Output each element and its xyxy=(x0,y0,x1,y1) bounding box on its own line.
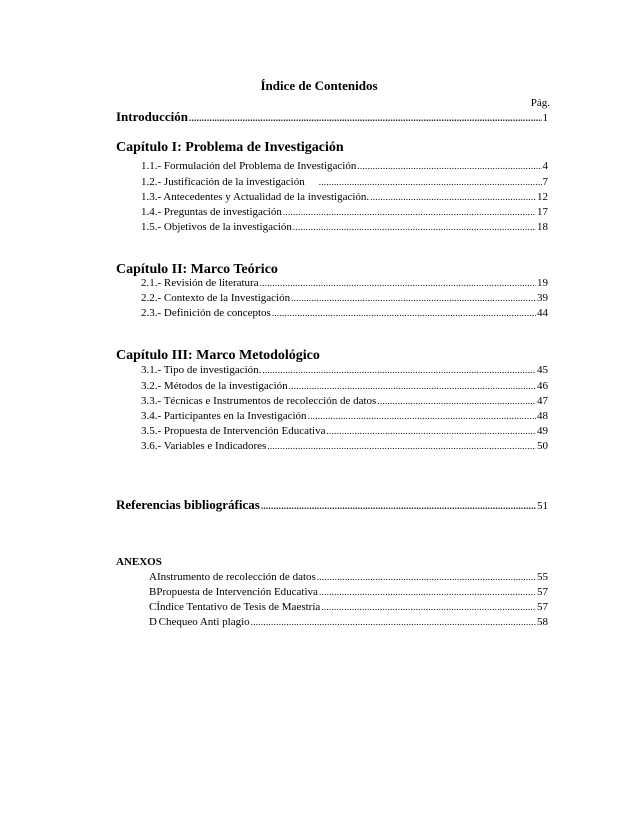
dot-leader xyxy=(289,381,536,391)
dot-leader xyxy=(261,501,536,511)
toc-entry-label: 3.2.- Métodos de la investigación xyxy=(141,380,288,392)
toc-entry-page: 18 xyxy=(537,221,548,233)
toc-entry-label: 1.5.- Objetivos de la investigación xyxy=(141,221,292,233)
dot-leader xyxy=(272,308,536,318)
toc-entry-label: 3.1.- Tipo de investigación. xyxy=(141,364,262,376)
toc-entry-1-5[interactable] xyxy=(141,221,548,233)
toc-entry-annex-d[interactable] xyxy=(149,616,548,628)
dot-leader xyxy=(327,426,537,436)
dot-leader xyxy=(262,365,536,375)
dot-leader xyxy=(321,602,536,612)
dot-leader xyxy=(251,617,536,627)
annex-letter: C xyxy=(149,601,157,613)
toc-entry-1-2[interactable] xyxy=(141,176,548,188)
toc-entry-label: 1.2.- Justificación de la investigación xyxy=(141,176,305,188)
toc-entry-2-3[interactable] xyxy=(141,307,548,319)
toc-entry-label: 2.2.- Contexto de la Investigación xyxy=(141,292,291,304)
dot-leader xyxy=(308,411,536,421)
toc-entry-3-4[interactable] xyxy=(141,410,548,422)
toc-entry-page: 46 xyxy=(537,380,548,392)
toc-entry-label: Introducción xyxy=(116,109,188,124)
toc-entry-label: Chequeo Anti plagio xyxy=(158,616,250,628)
dot-leader xyxy=(317,572,536,582)
toc-entry-page: 57 xyxy=(537,601,548,613)
dot-leader xyxy=(357,161,541,171)
toc-entry-3-3[interactable] xyxy=(141,395,548,407)
toc-entry-3-6[interactable] xyxy=(141,440,548,452)
dot-leader xyxy=(319,587,536,597)
toc-entry-introduccion[interactable] xyxy=(116,109,548,125)
toc-entry-label: Índice Tentativo de Tesis de Maestría xyxy=(156,601,321,613)
toc-entry-3-1[interactable] xyxy=(141,364,548,376)
toc-entry-page: 4 xyxy=(542,160,548,172)
toc-entry-page: 47 xyxy=(537,395,548,407)
toc-entry-3-5[interactable] xyxy=(141,425,548,437)
page-column-label: Pág. xyxy=(530,97,550,109)
toc-entry-label: 1.1.- Formulación del Problema de Investigación xyxy=(141,160,357,172)
toc-entry-page: 51 xyxy=(537,500,548,512)
annex-letter: A xyxy=(149,571,157,583)
toc-entry-annex-a[interactable] xyxy=(149,571,548,583)
toc-entry-1-1[interactable] xyxy=(141,160,548,172)
toc-entry-label: 3.6.- Variables e Indicadores xyxy=(141,440,267,452)
chapter-3-heading: Capítulo III: Marco Metodológico xyxy=(116,348,320,363)
toc-entry-referencias[interactable] xyxy=(116,497,548,513)
toc-title: Índice de Contenidos xyxy=(260,78,378,93)
toc-entry-page: 50 xyxy=(537,440,548,452)
toc-entry-label: 3.4.- Participantes en la Investigación xyxy=(141,410,307,422)
toc-entry-label: 2.1.- Revisión de literatura xyxy=(141,277,259,289)
toc-entry-label: Propuesta de Intervención Educativa xyxy=(156,586,318,598)
dot-leader xyxy=(260,278,536,288)
toc-entry-page: 45 xyxy=(537,364,548,376)
toc-entry-page: 12 xyxy=(537,191,548,203)
dot-leader xyxy=(319,177,542,187)
toc-entry-page: 57 xyxy=(537,586,548,598)
toc-entry-page: 58 xyxy=(537,616,548,628)
toc-entry-page: 39 xyxy=(537,292,548,304)
toc-entry-annex-c[interactable] xyxy=(149,601,548,613)
toc-entry-label: 1.3.- Antecedentes y Actualidad de la investigación. xyxy=(141,191,370,203)
toc-entry-label: Instrumento de recolección de datos xyxy=(156,571,316,583)
dot-leader xyxy=(283,207,536,217)
toc-entry-page: 17 xyxy=(537,206,548,218)
toc-entry-1-3[interactable] xyxy=(141,191,548,203)
chapter-1-heading: Capítulo I: Problema de Investigación xyxy=(116,140,344,155)
toc-entry-annex-b[interactable] xyxy=(149,586,548,598)
dot-leader xyxy=(370,192,536,202)
toc-entry-2-2[interactable] xyxy=(141,292,548,304)
toc-entry-page: 55 xyxy=(537,571,548,583)
toc-entry-2-1[interactable] xyxy=(141,277,548,289)
toc-entry-page: 48 xyxy=(537,410,548,422)
dot-leader xyxy=(267,441,536,451)
toc-entry-page: 7 xyxy=(542,176,548,188)
annex-letter: B xyxy=(149,586,157,598)
annex-letter: D xyxy=(149,616,157,628)
toc-entry-page: 1 xyxy=(542,112,548,124)
toc-entry-label: Referencias bibliográficas xyxy=(116,497,260,512)
toc-entry-page: 44 xyxy=(537,307,548,319)
dot-leader xyxy=(189,113,542,123)
toc-entry-label: 3.3.- Técnicas e Instrumentos de recolección de datos xyxy=(141,395,377,407)
toc-entry-page: 49 xyxy=(537,425,548,437)
dot-leader xyxy=(291,293,536,303)
toc-entry-label: 1.4.- Preguntas de investigación xyxy=(141,206,282,218)
toc-entry-3-2[interactable] xyxy=(141,380,548,392)
toc-entry-label: 2.3.- Definición de conceptos xyxy=(141,307,271,319)
dot-leader xyxy=(293,222,536,232)
toc-entry-label: 3.5.- Propuesta de Intervención Educativa xyxy=(141,425,326,437)
dot-leader xyxy=(377,396,536,406)
toc-entry-1-4[interactable] xyxy=(141,206,548,218)
annexes-heading: ANEXOS xyxy=(116,556,162,568)
chapter-2-heading: Capítulo II: Marco Teórico xyxy=(116,262,278,277)
toc-entry-page: 19 xyxy=(537,277,548,289)
